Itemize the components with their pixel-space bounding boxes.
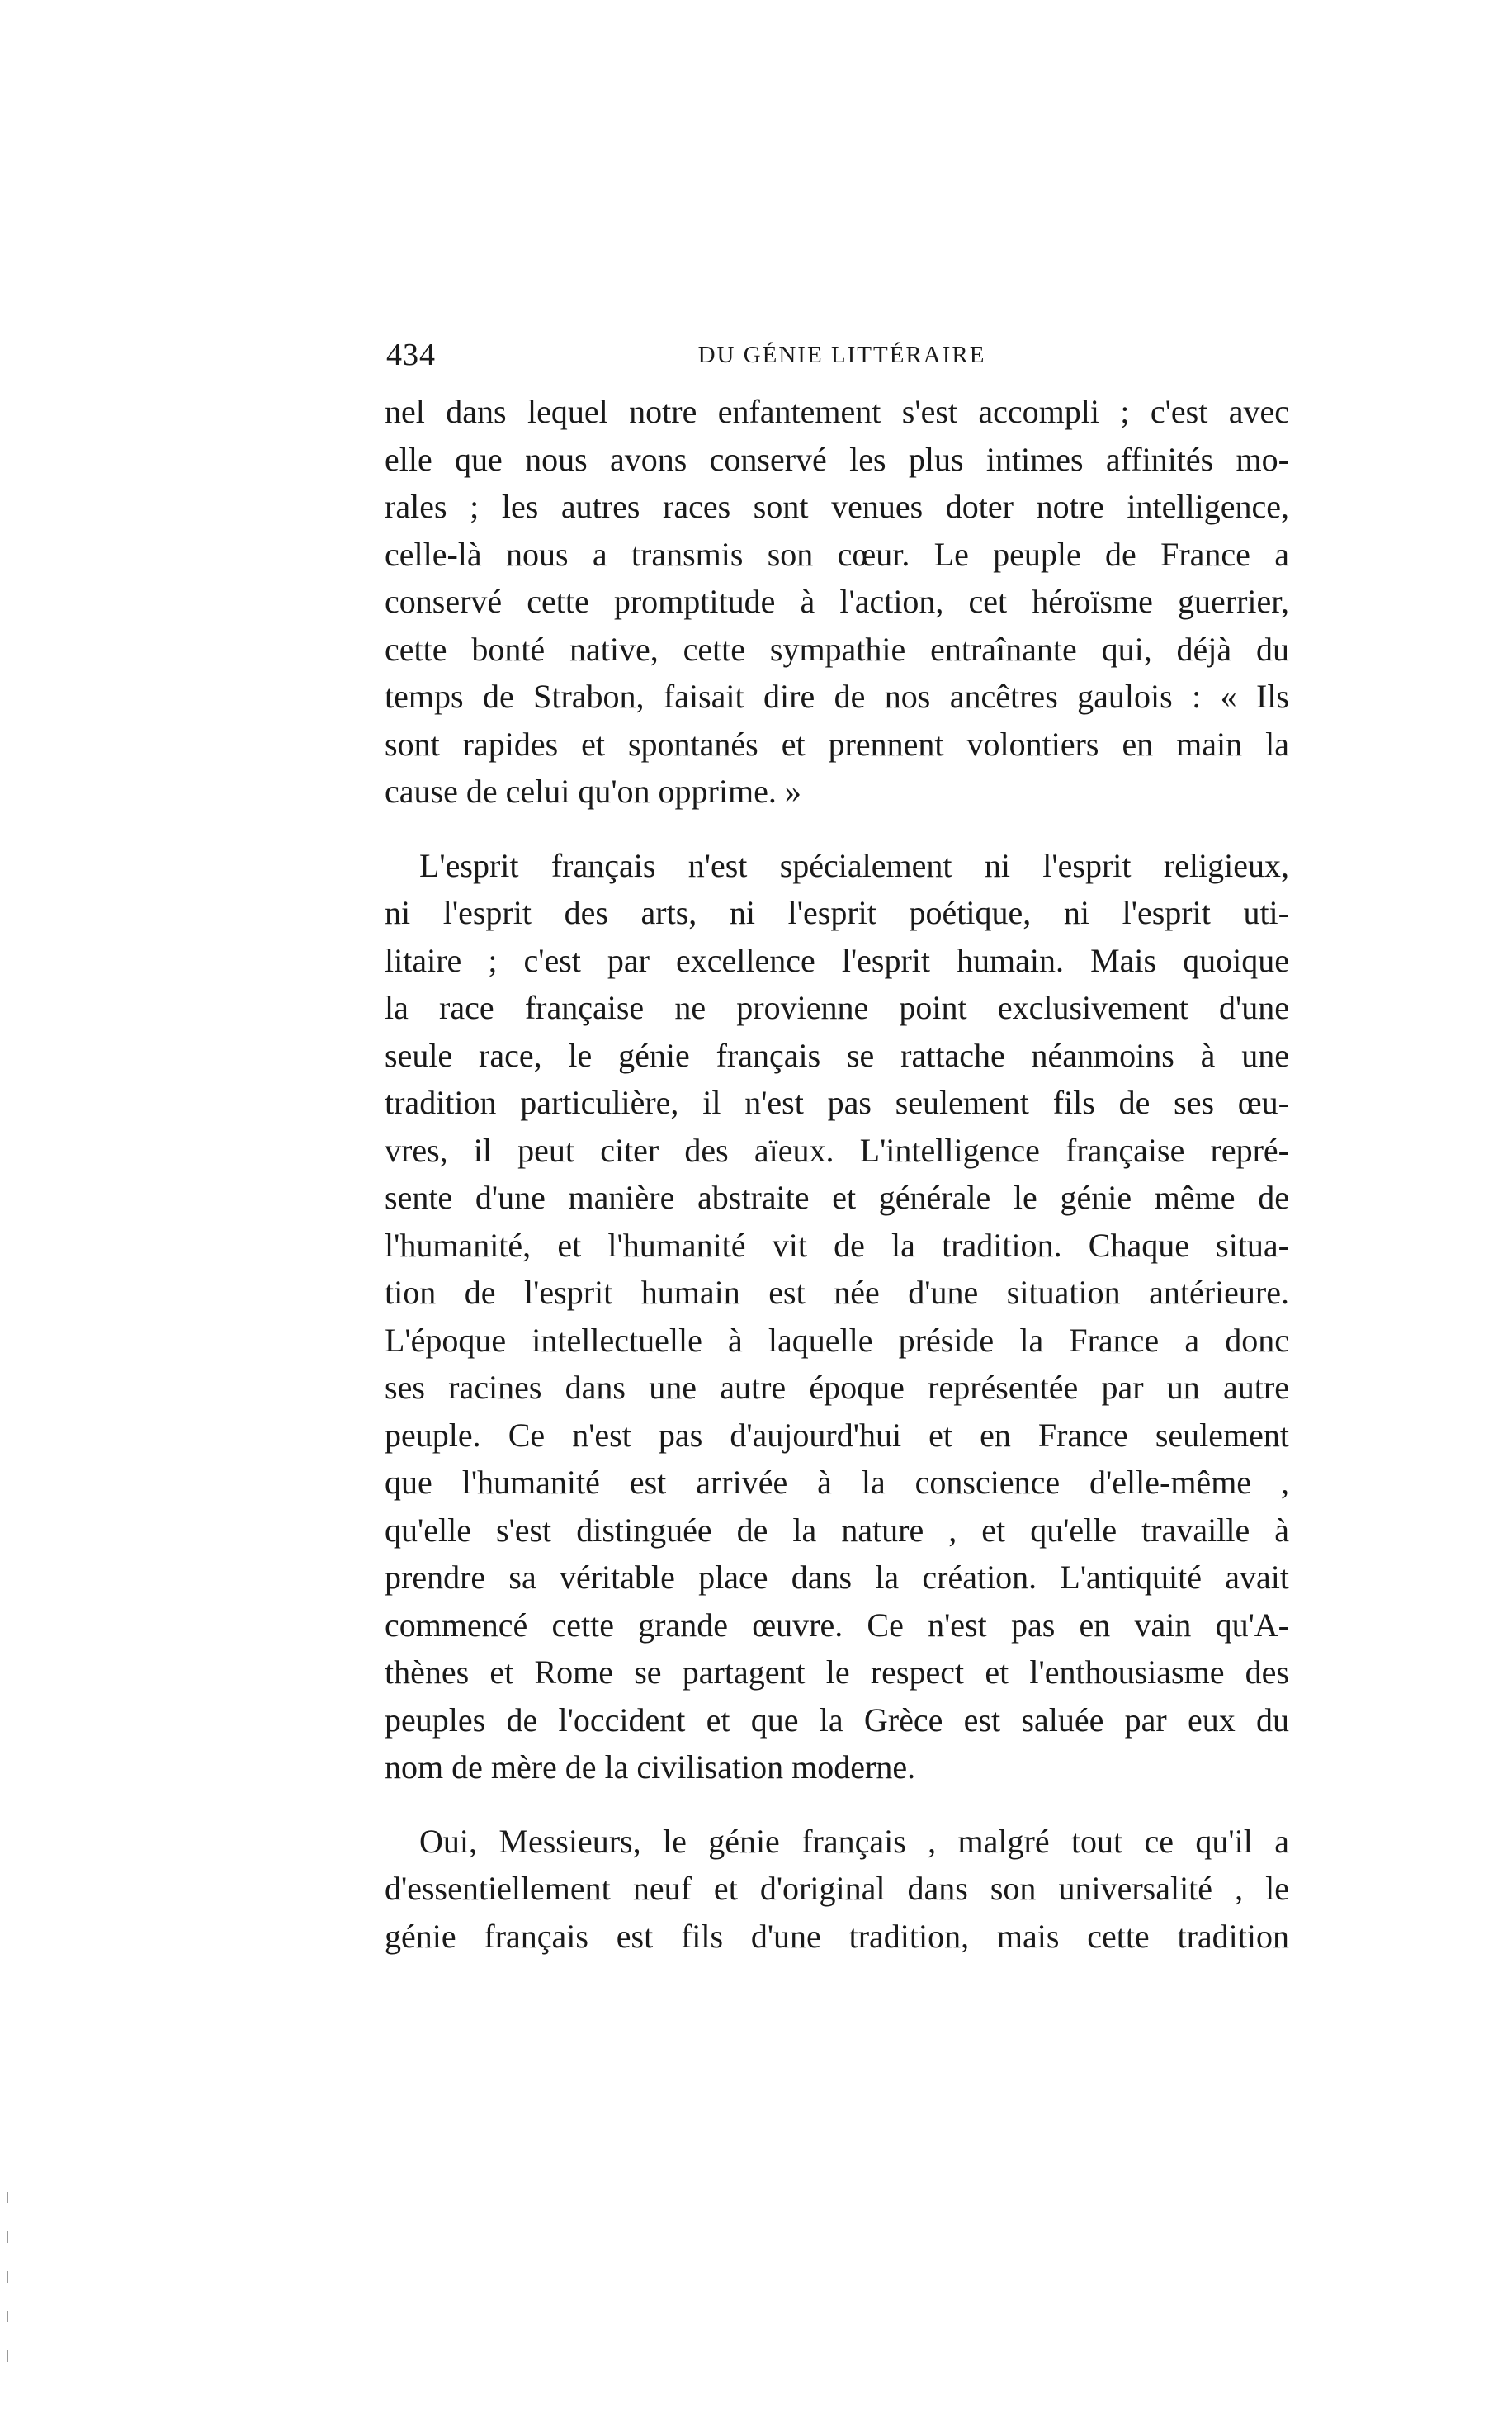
text-line: tion de l'esprit humain est née d'une situation antérieure. — [385, 1274, 1289, 1311]
scan-mark — [7, 2311, 8, 2322]
text-line: elle que nous avons conservé les plus intimes affinités mo- — [385, 440, 1289, 478]
text-line: rales ; les autres races sont venues doter notre intelligence, — [385, 488, 1289, 525]
text-line: L'esprit français n'est spécialement ni l'esprit religieux, — [419, 846, 1289, 884]
text-line: ni l'esprit des arts, ni l'esprit poétique, ni l'esprit uti- — [385, 894, 1289, 931]
paragraph-gap — [385, 1791, 1289, 1818]
text-line: litaire ; c'est par excellence l'esprit humain. Mais quoique — [385, 941, 1289, 979]
text-line: seule race, le génie français se rattache néanmoins à une — [385, 1036, 1289, 1074]
text-line: conservé cette promptitude à l'action, cet héroïsme guerrier, — [385, 583, 1289, 620]
text-line: Oui, Messieurs, le génie français , malgré tout ce qu'il a — [419, 1822, 1289, 1860]
scan-mark — [7, 2271, 8, 2283]
scan-margin-marks — [7, 2192, 10, 2390]
paragraph-gap — [385, 816, 1289, 842]
text-line: nom de mère de la civilisation moderne. — [385, 1748, 916, 1786]
text-line: génie français est fils d'une tradition, mais cette tradition — [385, 1917, 1289, 1955]
text-line: nel dans lequel notre enfantement s'est accompli ; c'est avec — [385, 393, 1289, 430]
text-line: temps de Strabon, faisait dire de nos ancêtres gaulois : « Ils — [385, 678, 1289, 715]
scan-mark — [7, 2231, 8, 2243]
text-line: que l'humanité est arrivée à la conscience d'elle-même , — [385, 1464, 1289, 1501]
text-line: cette bonté native, cette sympathie entraînante qui, déjà du — [385, 630, 1289, 668]
text-line: ses racines dans une autre époque représentée par un autre — [385, 1369, 1289, 1406]
text-line: celle-là nous a transmis son cœur. Le peuple de France a — [385, 535, 1289, 573]
scan-mark — [7, 2350, 8, 2362]
text-line: prendre sa véritable place dans la création. L'antiquité avait — [385, 1559, 1289, 1596]
text-line: d'essentiellement neuf et d'original dans son universalité , le — [385, 1870, 1289, 1907]
paragraph-2 — [385, 842, 1289, 1791]
scan-mark — [7, 2192, 8, 2203]
text-line: commencé cette grande œuvre. Ce n'est pas en vain qu'A- — [385, 1606, 1289, 1644]
text-line: sont rapides et spontanés et prennent volontiers en main la — [385, 725, 1289, 763]
text-line: L'époque intellectuelle à laquelle préside la France a donc — [385, 1321, 1289, 1359]
text-line: l'humanité, et l'humanité vit de la tradition. Chaque situa- — [385, 1226, 1289, 1264]
text-line: thènes et Rome se partagent le respect et l'enthousiasme des — [385, 1653, 1289, 1691]
paragraph-1 — [385, 388, 1289, 816]
page-header — [386, 337, 1297, 376]
text-line: peuple. Ce n'est pas d'aujourd'hui et en France seulement — [385, 1416, 1289, 1454]
paragraph-3 — [385, 1818, 1289, 1961]
text-line: la race française ne provienne point exclusivement d'une — [385, 989, 1289, 1026]
body-text — [385, 388, 1289, 1960]
text-line: qu'elle s'est distinguée de la nature , et qu'elle travaille à — [385, 1511, 1289, 1549]
text-line: peuples de l'occident et que la Grèce est saluée par eux du — [385, 1701, 1289, 1739]
text-line: cause de celui qu'on opprime. » — [385, 773, 801, 810]
text-line: vres, il peut citer des aïeux. L'intelligence française repré- — [385, 1131, 1289, 1169]
text-line: tradition particulière, il n'est pas seulement fils de ses œu- — [385, 1084, 1289, 1121]
page-number: 434 — [386, 338, 436, 372]
text-line: sente d'une manière abstraite et générale le génie même de — [385, 1179, 1289, 1216]
running-head: DU GÉNIE LITTÉRAIRE — [697, 342, 986, 368]
